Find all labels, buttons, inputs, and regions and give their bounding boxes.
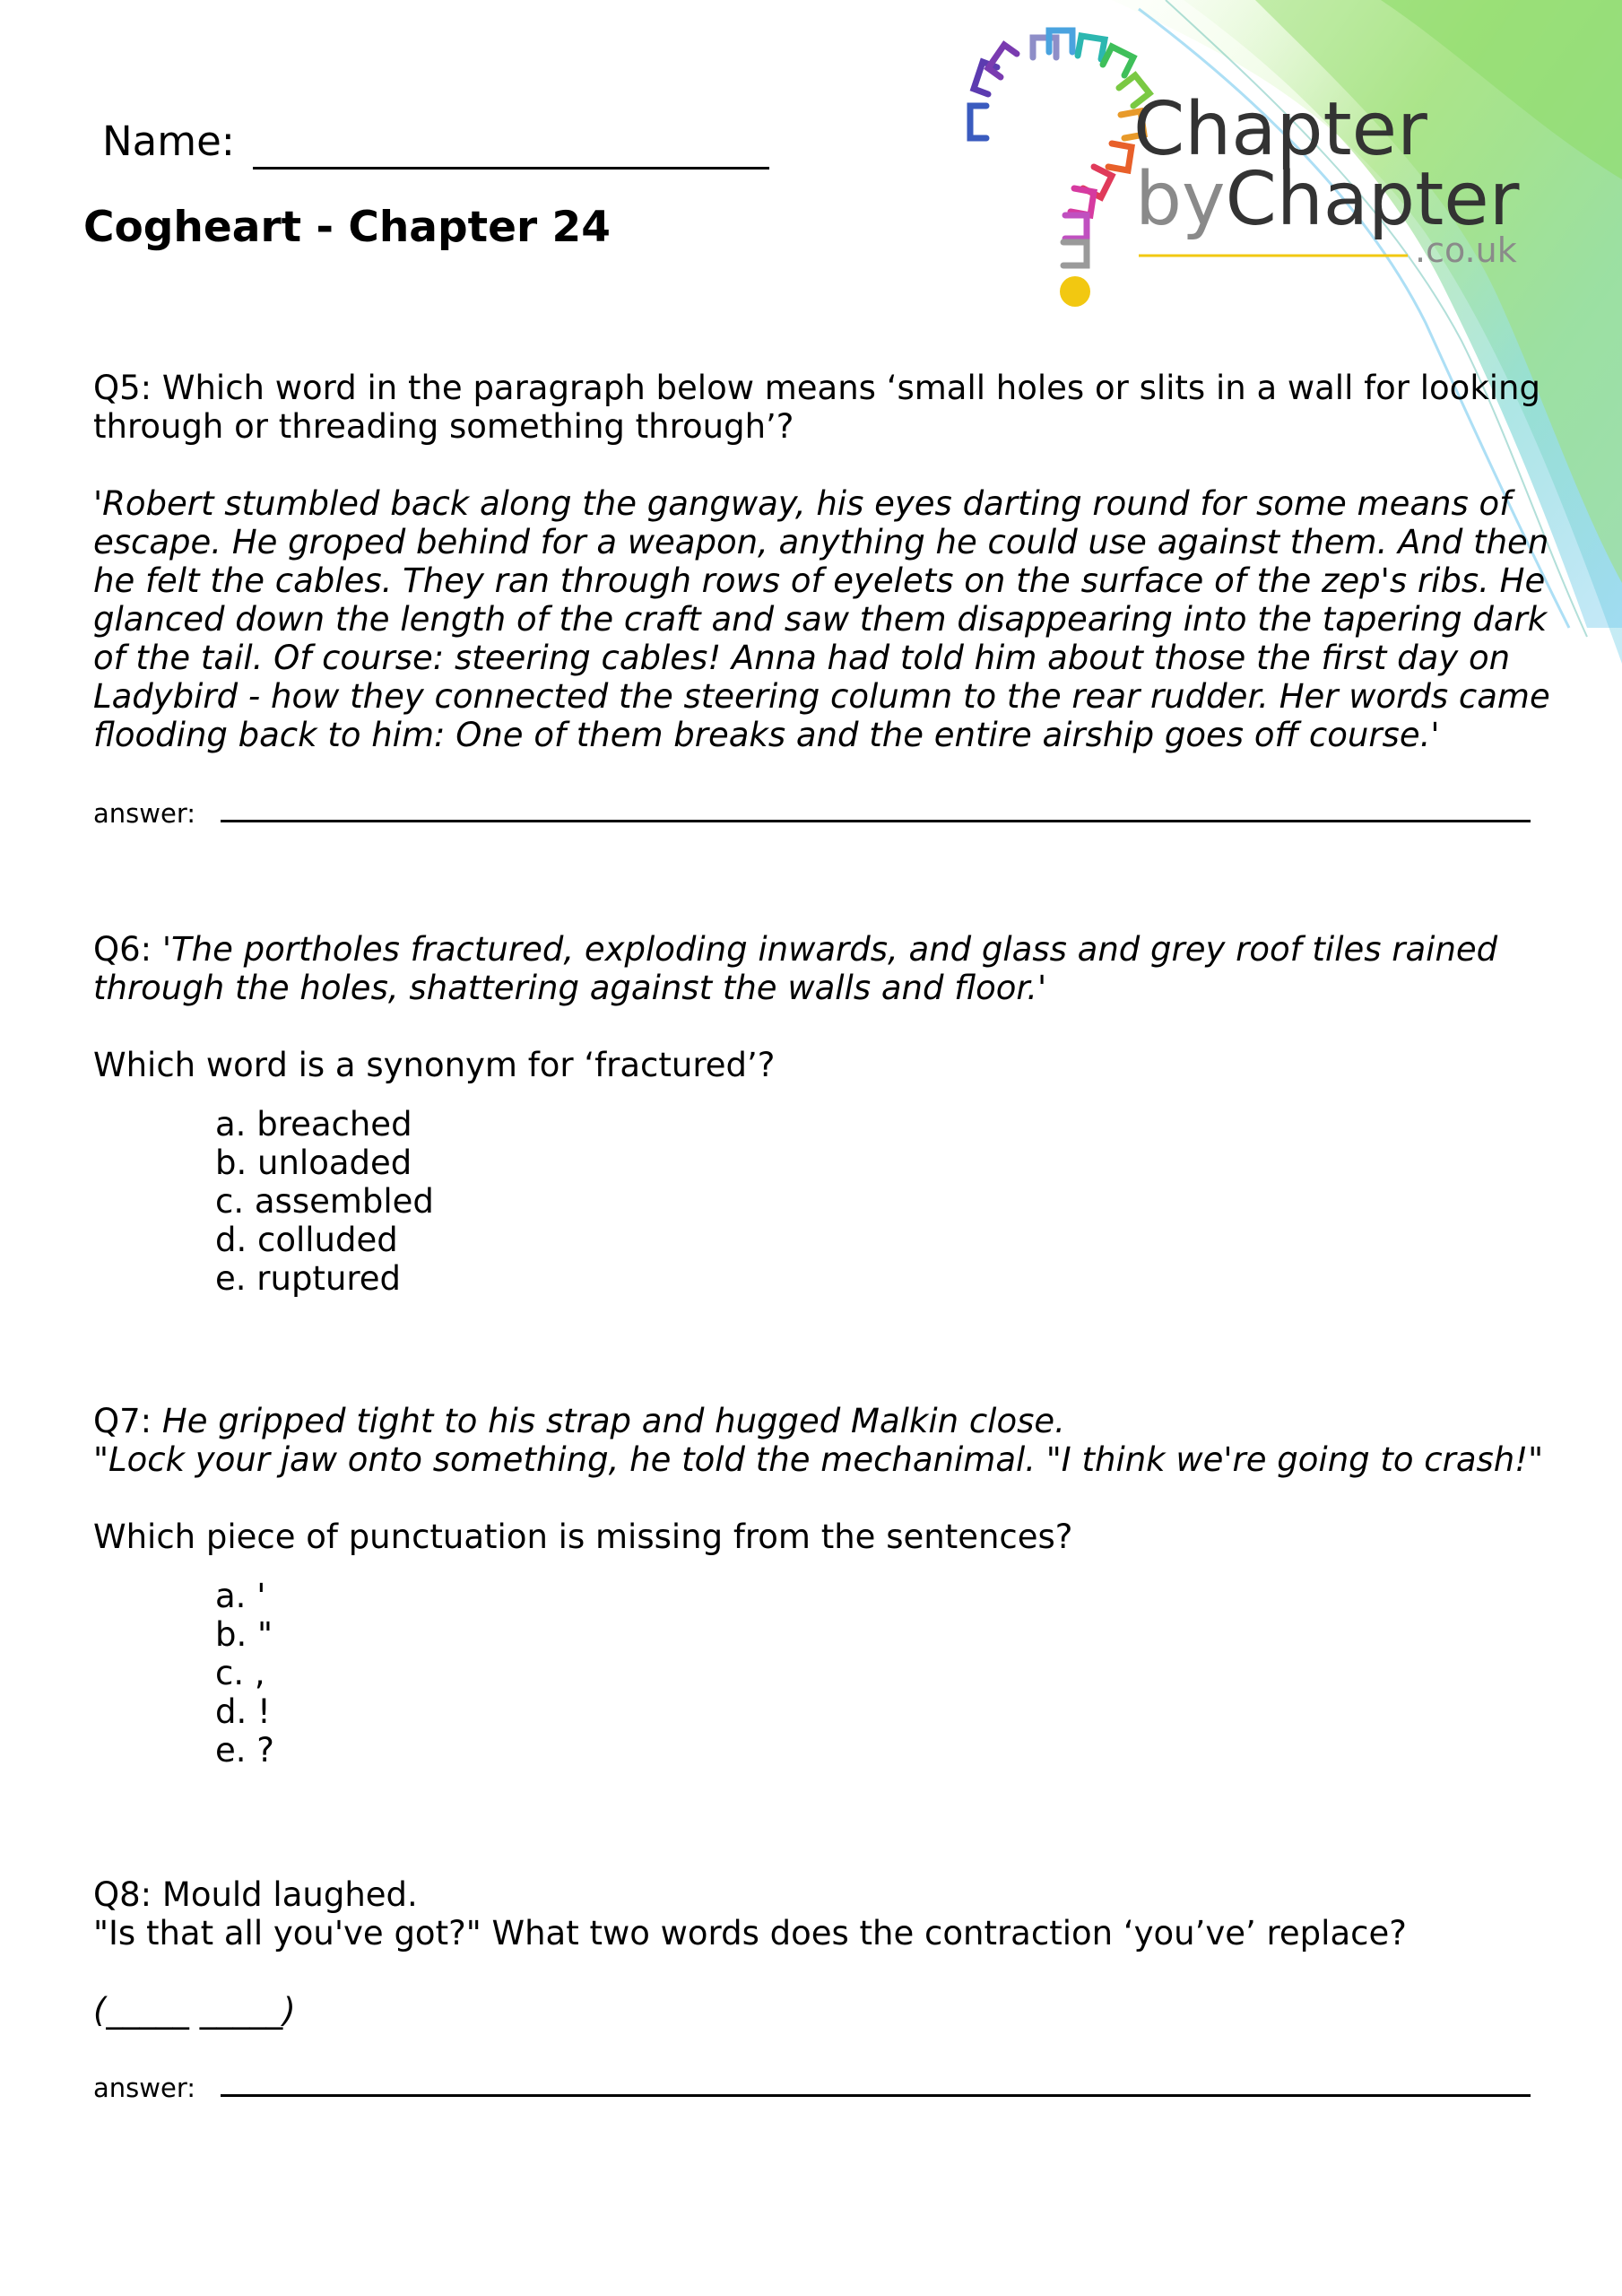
q8-answer-label: answer: xyxy=(93,2073,196,2103)
q7-question: Which piece of punctuation is missing from the sentences? xyxy=(93,1518,1073,1556)
q6-quote-text: 'The portholes fractured, exploding inwards, and glass and grey roof tiles rained xyxy=(161,930,1498,969)
q8-blank-template: (_____ _____) xyxy=(93,1991,296,2030)
worksheet-title: Cogheart - Chapter 24 xyxy=(83,203,611,252)
q6-label: Q6: xyxy=(93,930,162,969)
q6-option-a[interactable]: a. breached xyxy=(215,1105,412,1144)
logo-by-chapter-text: byChapter xyxy=(1135,157,1520,242)
logo-chapter-text: Chapter xyxy=(1133,87,1427,172)
q8-line-1: Q8: Mould laughed. xyxy=(93,1875,418,1914)
q5-passage-line: escape. He groped behind for a weapon, anything he could use against them. And then xyxy=(93,523,1549,561)
q7-option-b[interactable]: b. " xyxy=(215,1615,273,1654)
q5-passage-line: of the tail. Of course: steering cables! Anna had told him about those the first day on xyxy=(93,639,1511,677)
q5-answer-line[interactable] xyxy=(221,820,1531,822)
q6-quote-line-2: through the holes, shattering against the walls and floor.' xyxy=(93,969,1047,1007)
q7-option-e[interactable]: e. ? xyxy=(215,1731,274,1770)
q5-answer-label: answer: xyxy=(93,798,196,829)
q5-prompt-line-1: Q5: Which word in the paragraph below means ‘small holes or slits in a wall for looking xyxy=(93,369,1540,407)
q5-passage-line: flooding back to him: One of them breaks and the entire airship goes off course.' xyxy=(93,716,1440,754)
q6-option-e[interactable]: e. ruptured xyxy=(215,1259,402,1298)
q6-quote-line-1 xyxy=(93,930,1497,969)
q6-option-b[interactable]: b. unloaded xyxy=(215,1144,412,1182)
q5-prompt-line-2: through or threading something through’? xyxy=(93,407,794,446)
q5-passage-line: Ladybird - how they connected the steering column to the rear rudder. Her words came xyxy=(93,677,1550,716)
q6-options xyxy=(215,1105,434,1298)
q7-quote-text: He gripped tight to his strap and hugged Malkin close. xyxy=(161,1402,1065,1440)
name-label: Name: xyxy=(102,117,235,165)
q5-passage-line: he felt the cables. They ran through rows of eyelets on the surface of the zep's ribs. He xyxy=(93,561,1546,600)
q7-option-a[interactable]: a. ' xyxy=(215,1577,266,1615)
q7-quote-line-1 xyxy=(93,1402,1065,1440)
q6-question: Which word is a synonym for ‘fractured’? xyxy=(93,1046,776,1084)
name-input-line[interactable] xyxy=(253,167,769,170)
q5-passage-line: 'Robert stumbled back along the gangway, his eyes darting round for some means of xyxy=(93,484,1512,523)
q8-answer-line[interactable] xyxy=(221,2094,1531,2097)
logo-domain-text: .co.uk xyxy=(1415,230,1517,270)
book-question-mark-icon xyxy=(970,30,1149,307)
q6-option-d[interactable]: d. colluded xyxy=(215,1221,398,1259)
q7-option-d[interactable]: d. ! xyxy=(215,1692,271,1731)
q7-label: Q7: xyxy=(93,1402,162,1440)
q7-quote-line-2: "Lock your jaw onto something, he told the mechanimal. "I think we're going to crash!" xyxy=(93,1440,1544,1479)
q5-passage-line: glanced down the length of the craft and saw them disappearing into the tapering dark xyxy=(93,600,1548,639)
q8-line-2: "Is that all you've got?" What two words does the contraction ‘you’ve’ replace? xyxy=(93,1914,1407,1952)
q7-options xyxy=(215,1577,274,1770)
q6-option-c[interactable]: c. assembled xyxy=(215,1182,434,1221)
q7-option-c[interactable]: c. , xyxy=(215,1654,265,1692)
